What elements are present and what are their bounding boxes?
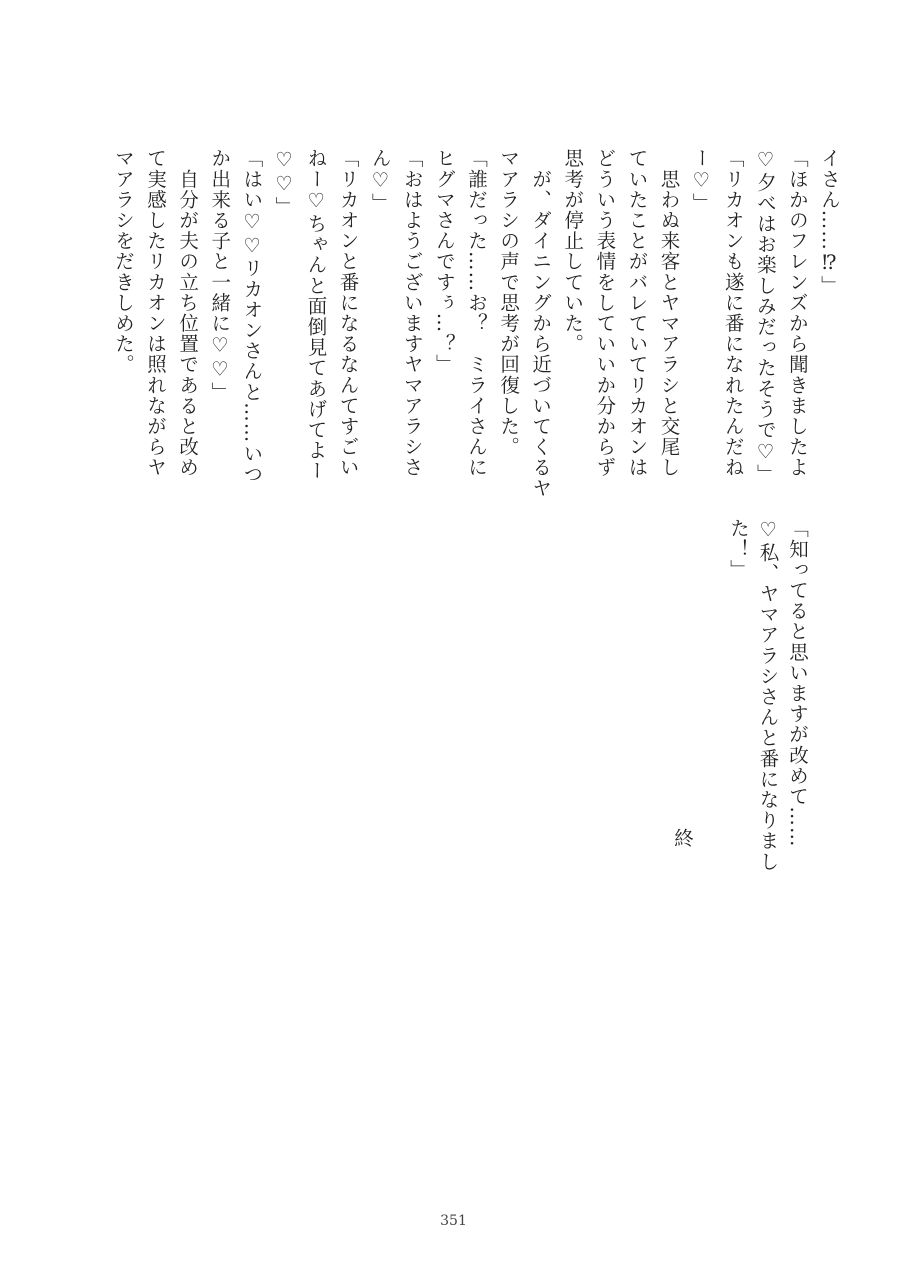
end-mark: 終 [671,828,694,848]
text-line: ♡♡」 [272,148,296,217]
text-line: ん♡」 [368,148,392,214]
lower-text-block [724,518,813,872]
text-line: ♡私、ヤマアラシさんと番になりまし [756,518,780,872]
text-line: 「ほかのフレンズから聞きましたよ [785,148,809,478]
text-line: イさん……⁉」 [818,148,841,296]
text-line: ていたことがバレていてリカオンは [625,148,649,478]
text-line: ♡夕べはお楽しみだったそうで♡」 [753,148,777,485]
text-line: か出来る子と一緒に♡♡」 [208,148,232,403]
text-line: 「誰だった……お？ ミライさんに [464,148,488,478]
text-line: 思わぬ来客とヤマアラシと交尾し [657,148,681,478]
text-line: た！」 [727,518,750,580]
text-line: ねー♡ちゃんと面倒見てあげてよー [304,148,328,482]
text-line: 「はい♡♡リカオンさんと……いつ [240,148,264,485]
text-line: マアラシの声で思考が回復した。 [497,148,521,457]
text-line: 自分が夫の立ち位置であると改め [176,148,200,478]
text-line: ー♡」 [689,148,713,214]
page-number: 351 [440,1213,467,1229]
text-line: どういう表情をしていいか分からず [593,148,617,478]
text-line: 「リカオンと番になるなんてすごい [336,148,360,478]
text-line: ヒグマさんですぅ…？」 [432,148,456,375]
main-text-block [107,148,845,498]
text-line: 「おはようございますヤマアラシさ [400,148,424,478]
text-line: 「リカオンも遂に番になれたんだね [721,148,745,478]
text-line: マアラシをだきしめた。 [111,148,135,375]
text-line: 思考が停止していた。 [561,148,585,354]
text-line: 「知ってると思いますが改めて…… [786,518,809,848]
text-line: て実感したリカオンは照れながらヤ [144,148,168,478]
text-line: が、ダイニングから近づいてくるヤ [529,148,553,499]
